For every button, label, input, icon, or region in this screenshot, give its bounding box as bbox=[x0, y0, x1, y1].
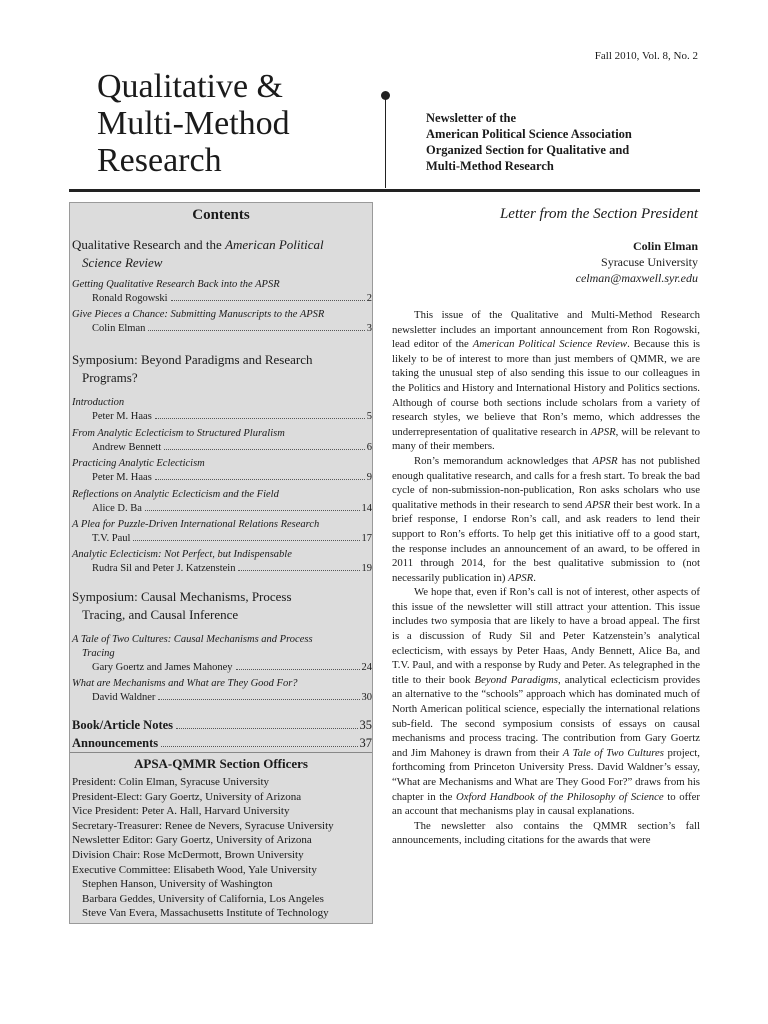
toc-entry[interactable] bbox=[72, 488, 372, 516]
toc-entry[interactable] bbox=[72, 427, 372, 455]
author-email[interactable]: celman@maxwell.syr.edu bbox=[575, 271, 698, 285]
issue-info: Fall 2010, Vol. 8, No. 2 bbox=[594, 50, 698, 62]
title-line: Qualitative & bbox=[97, 68, 284, 105]
toc-title: Analytic Eclecticism: Not Perfect, but Indispensable bbox=[72, 549, 292, 560]
toc-title: A Plea for Puzzle-Driven International Relations Research bbox=[72, 519, 320, 530]
officer-line: Newsletter Editor: Gary Goertz, University of Arizona bbox=[72, 834, 312, 847]
toc-title: Give Pieces a Chance: Submitting Manuscripts to the APSR bbox=[72, 309, 325, 320]
toc-page: 14 bbox=[361, 503, 372, 514]
toc-title-cont: Tracing bbox=[82, 648, 115, 659]
officer-line: President: Colin Elman, Syracuse University bbox=[72, 776, 270, 788]
header-rule bbox=[69, 189, 700, 192]
paragraph: This issue of the Qualitative and Multi-Method Research newsletter includes an important announcement from Ron Rogowski, lead editor of the American Political Science Review. Because this is likely to be of interest to more than just members of QMMR, we are taking the unusual step of also sending this issue to our colleagues in the Politics and History and International History and Politics sections. Although of course both sections include scholars from a variety of research styles, we believe that Ron’s memo, which addresses the underrepresentation of qualitative research in APSR, will be relevant to many of their members. bbox=[392, 309, 700, 453]
officer-line: Vice President: Peter A. Hall, Harvard University bbox=[72, 805, 290, 818]
toc-title: What are Mechanisms and What are They Good For? bbox=[72, 678, 298, 689]
toc-entry[interactable] bbox=[72, 457, 372, 485]
title-line: Research bbox=[97, 142, 222, 179]
officer-line: Steve Van Evera, Massachusetts Institute of Technology bbox=[82, 907, 329, 920]
officers-heading: APSA-QMMR Section Officers bbox=[133, 756, 308, 771]
toc-label: Announcements bbox=[72, 736, 159, 750]
toc-page: 35 bbox=[359, 718, 372, 732]
paragraph: We hope that, even if Ron’s call is not of interest, other aspects of this issue of the newsletter will still attract your attention. This issue includes two symposia that are likely to have a broad appeal. The first is a discussion of Rudy Sil and Peter Katzenstein’s analytical eclecticism, with essays by Peter Haas, Andy Bennett, Alice Ba, and T.V. Paul, and with a response by Rudy and Peter. As telegraphed in the title to their book Beyond Paradigms, analytical eclecticism provides an alternative to the “schools” approach which has dominated much of North American political science, especially the international relations sub-field. The second symposium consists of essays on causal mechanisms and process tracing. The contribution from Gary Goertz and Jim Mahoney is drawn from their A Tale of Two Cultures project, forthcoming from Princeton University Press. David Waldner’s essay, “What are Mechanisms and What are They Good For?” draws from his chapter in the Oxford Handbook of the Philosophy of Science to offer an account that mechanisms play in causal explanations. bbox=[392, 586, 701, 818]
toc-page: 19 bbox=[361, 563, 372, 574]
toc-title: A Tale of Two Cultures: Causal Mechanisms and Process bbox=[72, 634, 313, 645]
toc-title: Introduction bbox=[72, 397, 125, 408]
contents-box bbox=[69, 202, 373, 924]
toc-author: Rudra Sil and Peter J. Katzenstein bbox=[92, 563, 236, 574]
subtitle-line: Organized Section for Qualitative and bbox=[426, 143, 630, 157]
toc-page: 3 bbox=[366, 323, 372, 334]
paragraph: The newsletter also contains the QMMR section’s fall announcements, including citations for the awards that were bbox=[392, 819, 700, 847]
letter-body bbox=[392, 308, 700, 848]
toc-page: 24 bbox=[361, 662, 372, 673]
toc-author: Andrew Bennett bbox=[92, 442, 162, 453]
masthead-divider bbox=[385, 96, 386, 188]
section-title: Qualitative Research and the bbox=[72, 237, 226, 252]
toc-page: 5 bbox=[366, 411, 372, 422]
toc-title: Reflections on Analytic Eclecticism and the Field bbox=[72, 489, 279, 500]
toc-entry-notes[interactable] bbox=[72, 718, 372, 733]
officer-line: Barbara Geddes, University of California, Los Angeles bbox=[82, 892, 324, 905]
toc-page: 17 bbox=[361, 533, 372, 544]
officer-line: Stephen Hanson, University of Washington bbox=[82, 878, 273, 891]
toc-entry[interactable] bbox=[72, 518, 372, 546]
officers-divider bbox=[70, 752, 372, 753]
toc-page: 37 bbox=[359, 736, 372, 750]
title-line: Multi-Method bbox=[97, 105, 290, 142]
toc-entry[interactable] bbox=[72, 548, 372, 576]
officer-line: Secretary-Treasurer: Renee de Nevers, Syracuse University bbox=[72, 819, 334, 832]
toc-entry[interactable] bbox=[72, 278, 372, 306]
toc-entry[interactable] bbox=[72, 396, 372, 424]
toc-label: Book/Article Notes bbox=[72, 718, 174, 732]
subtitle-line: Newsletter of the bbox=[426, 111, 517, 125]
newsletter-subtitle bbox=[426, 110, 632, 174]
toc-entry[interactable] bbox=[72, 308, 372, 336]
toc-author: Peter M. Haas bbox=[92, 472, 152, 483]
subtitle-line: Multi-Method Research bbox=[426, 159, 554, 173]
toc-title: Practicing Analytic Eclecticism bbox=[72, 458, 205, 469]
author-name: Colin Elman bbox=[632, 239, 698, 253]
masthead-title bbox=[97, 68, 290, 179]
toc-page: 30 bbox=[361, 692, 372, 703]
officer-line: President-Elect: Gary Goertz, University of Arizona bbox=[72, 790, 302, 803]
toc-title: Getting Qualitative Research Back into the APSR bbox=[72, 279, 280, 290]
letter-author-block bbox=[576, 238, 698, 286]
toc-author: Gary Goertz and James Mahoney bbox=[92, 662, 233, 673]
toc-author: David Waldner bbox=[92, 692, 156, 703]
section-title-cont: Science Review bbox=[82, 255, 163, 270]
toc-author: Peter M. Haas bbox=[92, 411, 152, 422]
section-title-cont: Programs? bbox=[82, 370, 138, 385]
toc-title: From Analytic Eclecticism to Structured Pluralism bbox=[72, 428, 285, 439]
contents-heading: Contents bbox=[192, 207, 250, 223]
section-heading bbox=[72, 351, 372, 387]
toc-author: Ronald Rogowski bbox=[92, 293, 168, 304]
officers-list bbox=[72, 775, 372, 921]
toc-entry[interactable] bbox=[72, 677, 372, 705]
toc-author: Alice D. Ba bbox=[92, 503, 142, 514]
officer-line: Executive Committee: Elisabeth Wood, Yale University bbox=[72, 863, 317, 876]
toc-entry[interactable] bbox=[72, 633, 372, 675]
paragraph: Ron’s memorandum acknowledges that APSR has not published enough qualitative research, and calls for a fresh start. To break the bad cycle of non-submission-non-publication, Ron asks scholars who use qualitative methods in their research to send APSR their best work. In a brief response, I endorse Ron’s call, and ask readers to lend their support to Ron’s efforts. To help get this initiative off to a good start, the response includes an announcement of an award, to be offered in 2011 through 2014, for the best qualitative submission to (not necessarily publication in) APSR. bbox=[392, 454, 701, 584]
author-affiliation: Syracuse University bbox=[601, 255, 698, 269]
toc-page: 9 bbox=[366, 472, 372, 483]
toc-entry-announcements[interactable] bbox=[72, 736, 372, 751]
section-title: Symposium: Beyond Paradigms and Research bbox=[72, 352, 313, 367]
section-title: Symposium: Causal Mechanisms, Process bbox=[72, 589, 292, 604]
section-title-italic: American Political bbox=[225, 237, 324, 252]
section-heading bbox=[72, 236, 372, 272]
letter-heading: Letter from the Section President bbox=[499, 206, 698, 222]
section-heading bbox=[72, 588, 372, 624]
toc-page: 2 bbox=[366, 293, 372, 304]
toc-author: T.V. Paul bbox=[92, 533, 131, 544]
subtitle-line: American Political Science Association bbox=[426, 127, 632, 141]
divider-dot bbox=[381, 91, 390, 100]
toc-author: Colin Elman bbox=[92, 323, 146, 334]
section-title-cont: Tracing, and Causal Inference bbox=[82, 607, 239, 622]
officer-line: Division Chair: Rose McDermott, Brown University bbox=[72, 848, 304, 861]
toc-page: 6 bbox=[366, 442, 372, 453]
